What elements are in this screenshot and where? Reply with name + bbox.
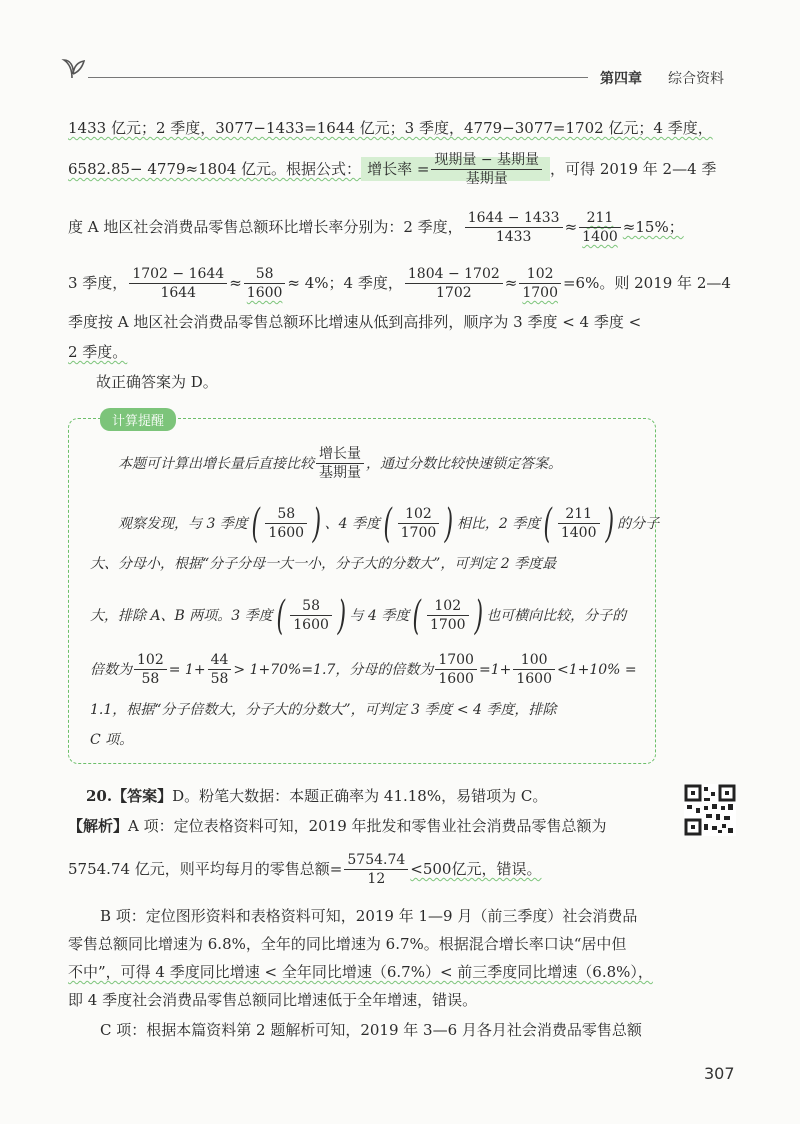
- q20-line7: 即 4 季度社会消费品零售总额同比增速低于全年增速，错误。: [68, 991, 478, 1009]
- para1-line1: 1433 亿元；2 季度，3077−1433=1644 亿元；3 季度，4779−3077=1702 亿元；4 季度，: [68, 119, 713, 137]
- q20-line8: C 项：根据本篇资料第 2 题解析可知，2019 年 3—6 月各月社会消费品零售总额: [100, 1021, 642, 1039]
- tip-line3: 大、分母小，根据“分子分母一大一小，分子大的分数大”，可判定 2 季度最: [90, 556, 557, 572]
- q20-line6: 不中”，可得 4 季度同比增速 < 全年同比增速（6.7%）< 前三季度同比增速（6.8%），: [68, 963, 653, 981]
- q20-line5: 零售总额同比增速为 6.8%，全年的同比增速为 6.7%。根据混合增长率口诀“居中但: [68, 935, 627, 953]
- header-leaf-icon: [60, 56, 88, 80]
- tip-line2: 观察发现，与 3 季度 ( $\frac{58}{1600}$ ) 、4 季度 ( $\frac{102}{1700}$ ) 相比，2 季度 ( $\frac{211}{1400}$ ) 的分子: [118, 501, 660, 547]
- para1-line3: 度 A 地区社会消费品零售总额环比增长率分别为：2 季度， $\frac{1644 - 1433}{1433}$ ≈ $\frac{211}{1400}$ ≈15%；: [68, 210, 684, 245]
- tip-label: 计算提醒: [100, 408, 176, 431]
- q20-line3: 5754.74 亿元，则平均每月的零售总额= $\frac{5754.74}{12}$ <500亿元，错误。: [68, 852, 542, 887]
- growth-rate-formula: 增长率 = $\frac{\text{现期量 − 基期量}}{\text{基期量}}$: [361, 157, 550, 181]
- tip-line6: 1.1，根据“分子倍数大，分子大的分数大”，可判定 3 季度 < 4 季度，排除: [90, 702, 557, 718]
- qr-code[interactable]: [684, 784, 736, 836]
- para1-line5: 季度按 A 地区社会消费品零售总额环比增速从低到高排列，顺序为 3 季度 < 4 季度 <: [68, 313, 642, 331]
- para1-line2: 6582.85− 4779≈1804 亿元。根据公式： 增长率 = $\frac{\text{现期量 − 基期量}}{\text{基期量}}$ ，可得 2019 年 2—4 季: [68, 152, 717, 187]
- answer-line: 故正确答案为 D。: [96, 373, 218, 391]
- tip-line7: C 项。: [90, 732, 134, 748]
- tip-line4: 大，排除 A、B 两项。3 季度 ( $\frac{58}{1600}$ ) 与 4 季度 ( $\frac{102}{1700}$ ) 也可横向比较，分子的: [90, 593, 627, 639]
- header-rule: [88, 77, 588, 78]
- tip-line5: 倍数为 $\frac{102}{58}$ = 1+ $\frac{44}{58}$ > 1+70%=1.7，分母的倍数为 $\frac{1700}{1600}$ =1+ $\frac{100}{1600}$ <1+10% =: [90, 652, 637, 687]
- q20-answer-line: 20.【答案】D。粉笔大数据：本题正确率为 41.18%，易错项为 C。: [86, 787, 548, 805]
- header-section: 综合资料: [668, 71, 724, 87]
- page-number: 307: [704, 1064, 735, 1083]
- para1-line6: 2 季度。: [68, 343, 128, 361]
- header-chapter: 第四章: [600, 71, 642, 87]
- q20-analysis-line: 【解析】A 项：定位表格资料可知，2019 年批发和零售业社会消费品零售总额为: [68, 817, 607, 835]
- q20-line4: B 项：定位图形资料和表格资料可知，2019 年 1—9 月（前三季度）社会消费品: [100, 907, 638, 925]
- tip-line1: 本题可计算出增长量后直接比较 $\frac{\text{增长量}}{\text{基期量}}$ ，通过分数比较快速锁定答案。: [118, 446, 562, 481]
- para1-line4: 3 季度， $\frac{1702 - 1644}{1644}$ ≈ $\frac{58}{1600}$ ≈ 4%；4 季度， $\frac{1804 - 1702}{1702}$ ≈ $\frac{102}{1700}$ =6%。则 2019 年 2—4: [68, 266, 731, 301]
